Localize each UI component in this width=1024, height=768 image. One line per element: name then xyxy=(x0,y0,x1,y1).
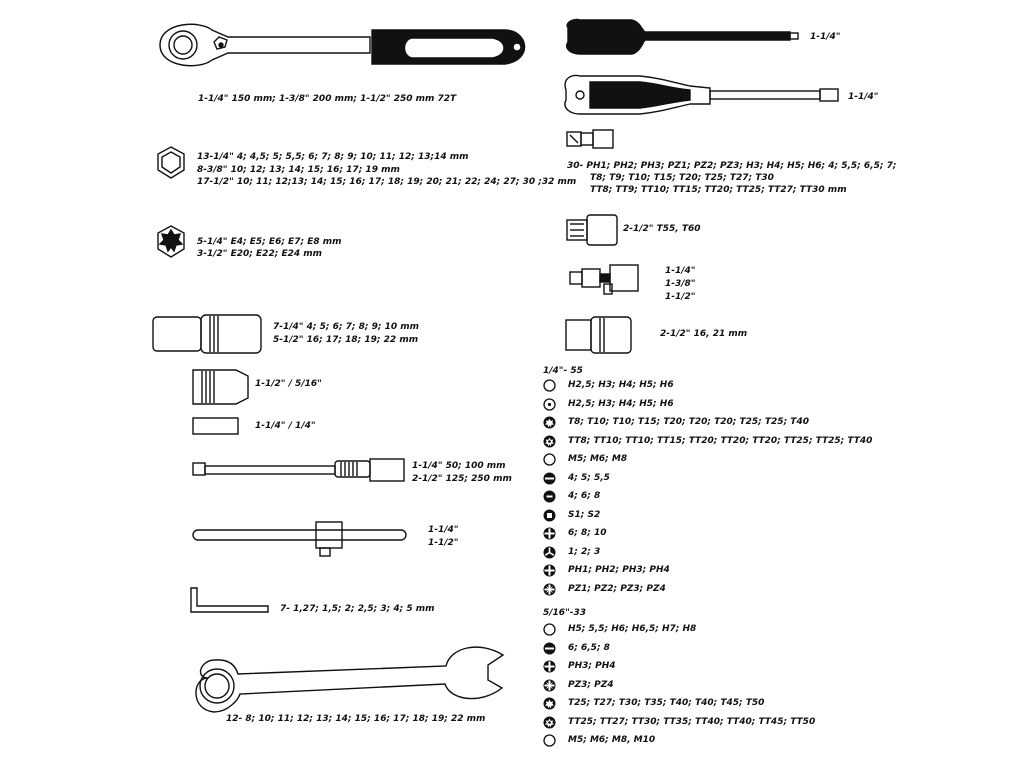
bits-30-label-3: TT8; TT9; TT10; TT15; TT20; TT25; TT27; TT30 mm xyxy=(590,185,847,195)
phillips-bit-icon xyxy=(543,564,556,577)
pozidriv-bit-icon xyxy=(543,679,556,692)
spark-plug-socket-label: 2-1/2" 16, 21 mm xyxy=(660,329,748,339)
e-sockets-label-1: 5-1/4" E4; E5; E6; E7; E8 mm xyxy=(197,237,342,247)
bit-row xyxy=(543,507,873,525)
screwdriver-label: 1-1/4" xyxy=(810,32,841,42)
t-bar-label-1: 1-1/4" xyxy=(428,525,459,535)
bit-row-label: 6; 6,5; 8 xyxy=(568,642,610,653)
slotted-bit-icon xyxy=(543,472,556,485)
bit-row-label: PH3; PH4 xyxy=(568,661,616,671)
bit-icon xyxy=(567,130,613,148)
bit-row-label: TT8; TT10; TT10; TT15; TT20; TT20; TT20; TT25; TT25; TT40 xyxy=(568,435,873,446)
slotted-short-bit-icon xyxy=(543,490,556,503)
hex-bit-icon xyxy=(543,379,556,392)
bit-row xyxy=(543,451,873,469)
bit-row xyxy=(543,658,873,676)
bit-row xyxy=(543,377,873,395)
hex-socket-icon xyxy=(158,147,184,178)
bit-set-1-header: 1/4"- 55 xyxy=(543,366,583,376)
bit-row xyxy=(543,414,873,432)
combination-wrench-icon xyxy=(196,647,503,712)
slotted-bit-icon xyxy=(543,642,556,655)
bit-row xyxy=(543,562,873,580)
small-adapter-icon xyxy=(193,418,238,434)
deep-sockets-label-2: 5-1/2" 16; 17; 18; 19; 22 mm xyxy=(273,335,419,345)
bit-row-label: M5; M6; M8, M10 xyxy=(568,735,656,745)
t-bar-icon xyxy=(193,522,406,556)
bit-row xyxy=(543,470,873,488)
bit-row xyxy=(543,732,873,750)
torx-bit-socket-icon xyxy=(567,215,617,245)
spark-plug-socket-icon xyxy=(566,317,631,353)
bit-row-label: 6; 8; 10 xyxy=(568,528,607,538)
spline-bit-icon xyxy=(543,734,556,747)
bit-row-label: PZ1; PZ2; PZ3; PZ4 xyxy=(568,583,666,594)
universal-joint-label-1: 1-1/4" xyxy=(665,266,696,276)
torx-tamper-bit-icon xyxy=(543,435,556,448)
bit-row-label: 4; 6; 8 xyxy=(568,491,601,501)
extension-bar-icon xyxy=(193,459,404,481)
universal-joint-label-2: 1-3/8" xyxy=(665,279,696,289)
bit-row xyxy=(543,621,873,639)
hex-key-icon xyxy=(191,588,268,612)
bit-row-label: 4; 5; 5,5 xyxy=(568,472,610,483)
ratchet-label: 1-1/4" 150 mm; 1-3/8" 200 mm; 1-1/2" 250 mm 72T xyxy=(198,94,457,104)
adapter-icon xyxy=(193,370,248,404)
bit-row-label: PZ3; PZ4 xyxy=(568,679,614,690)
extension-label-2: 2-1/2" 125; 250 mm xyxy=(412,474,512,484)
wrenches-label: 12- 8; 10; 11; 12; 13; 14; 15; 16; 17; 18; 19; 22 mm xyxy=(226,714,486,724)
phillips-bit-icon xyxy=(543,660,556,673)
torx-bit-icon xyxy=(543,697,556,710)
universal-joint-icon xyxy=(570,265,638,294)
bit-row xyxy=(543,714,873,732)
bit-row xyxy=(543,396,873,414)
hex-sockets-label-3: 17-1/2" 10; 11; 12;13; 14; 15; 16; 17; 18; 19; 20; 21; 22; 24; 27; 30 ;32 mm xyxy=(197,177,577,187)
deep-socket-icon xyxy=(153,315,261,353)
adapter-label: 1-1/2" / 5/16" xyxy=(255,379,322,389)
small-adapter-label: 1-1/4" / 1/4" xyxy=(255,421,316,431)
phillips-bit-icon xyxy=(543,527,556,540)
bit-row xyxy=(543,677,873,695)
bit-screwdriver-label: 1-1/4" xyxy=(848,92,879,102)
bit-row-label: H2,5; H3; H4; H5; H6 xyxy=(568,398,674,409)
screwdriver-icon xyxy=(567,19,798,54)
bit-row xyxy=(543,433,873,451)
t-bar-label-2: 1-1/2" xyxy=(428,538,459,548)
deep-sockets-label-1: 7-1/4" 4; 5; 6; 7; 8; 9; 10 mm xyxy=(273,322,420,332)
bit-row-label: T8; T10; T10; T15; T20; T20; T20; T25; T25; T40 xyxy=(568,417,809,427)
bits-30-label-1: 30- PH1; PH2; PH3; PZ1; PZ2; PZ3; H3; H4; H5; H6; 4; 5,5; 6,5; 7; xyxy=(567,161,897,171)
bit-row-label: S1; S2 xyxy=(568,509,601,520)
bit-row-label: H5; 5,5; H6; H6,5; H7; H8 xyxy=(568,624,697,634)
bit-screwdriver-icon xyxy=(565,76,838,114)
bit-row-label: 1; 2; 3 xyxy=(568,546,601,557)
hex-tamper-bit-icon xyxy=(543,398,556,411)
bit-row-label: T25; T27; T30; T35; T40; T40; T45; T50 xyxy=(568,698,765,708)
bit-row xyxy=(543,695,873,713)
torx-bit-icon xyxy=(543,416,556,429)
hex-keys-label: 7- 1,27; 1,5; 2; 2,5; 3; 4; 5 mm xyxy=(280,604,435,614)
hex-sockets-label-2: 8-3/8" 10; 12; 13; 14; 15; 16; 17; 19 mm xyxy=(197,165,400,175)
bit-row xyxy=(543,581,873,599)
torx-bit-socket-label: 2-1/2" T55, T60 xyxy=(623,224,701,234)
spline-bit-icon xyxy=(543,453,556,466)
bit-row-label: PH1; PH2; PH3; PH4 xyxy=(568,565,670,575)
e-sockets-label-2: 3-1/2" E20; E22; E24 mm xyxy=(197,249,323,259)
torx-tamper-bit-icon xyxy=(543,716,556,729)
e-torx-socket-icon xyxy=(158,226,184,257)
bit-row-label: M5; M6; M8 xyxy=(568,454,628,464)
universal-joint-label-3: 1-1/2" xyxy=(665,292,696,302)
hex-bit-icon xyxy=(543,623,556,636)
square-bit-icon xyxy=(543,509,556,522)
bit-row-label: TT25; TT27; TT30; TT35; TT40; TT40; TT45; TT50 xyxy=(568,716,816,727)
bit-row xyxy=(543,640,873,658)
bits-30-label-2: T8; T9; T10; T15; T20; T25; T27; T30 xyxy=(590,173,774,183)
hex-sockets-label-1: 13-1/4" 4; 4,5; 5; 5,5; 6; 7; 8; 9; 10; 11; 12; 13;14 mm xyxy=(197,152,469,162)
bit-row xyxy=(543,525,873,543)
bit-set-2-header: 5/16"-33 xyxy=(543,608,587,618)
extension-label-1: 1-1/4" 50; 100 mm xyxy=(412,461,506,471)
bit-row xyxy=(543,544,873,562)
pozidriv-bit-icon xyxy=(543,583,556,596)
bit-row-label: H2,5; H3; H4; H5; H6 xyxy=(568,380,674,390)
bit-row xyxy=(543,488,873,506)
ratchet-icon xyxy=(160,24,525,65)
tri-wing-bit-icon xyxy=(543,546,556,559)
